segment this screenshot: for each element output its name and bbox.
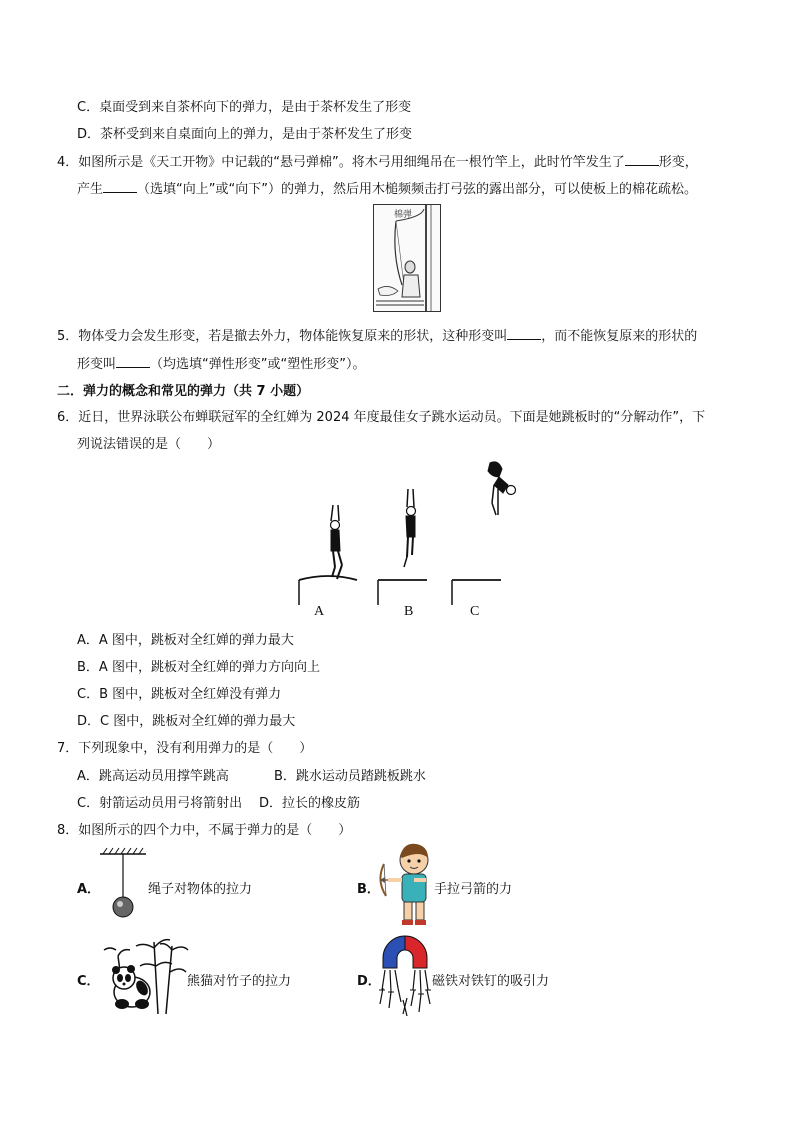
q4-line1 xyxy=(57,151,698,170)
q8-stem: 8．如图所示的四个力中，不属于弹力的是（ ） xyxy=(57,823,352,838)
diving-board-a-icon xyxy=(299,576,357,605)
q4-line2 xyxy=(77,178,697,197)
q7-option-c: C．射箭运动员用弓将箭射出 xyxy=(77,796,243,811)
q4-figure-caption: 棉弹 xyxy=(394,210,413,220)
q8-option-a-letter: A． xyxy=(77,882,101,897)
diver-c-icon xyxy=(488,462,516,515)
q6-option-b: B．A 图中，跳板对全红婵的弹力方向向上 xyxy=(77,660,320,675)
q4-blank-2 xyxy=(103,179,137,193)
fig-label-b: B xyxy=(404,604,414,619)
pendulum-icon xyxy=(98,846,148,921)
q6-option-c: C．B 图中，跳板对全红婵没有弹力 xyxy=(77,687,282,702)
q8-option-b-text: 手拉弓箭的力 xyxy=(434,882,513,897)
boy-archer-icon xyxy=(374,838,434,928)
diving-board-b-icon xyxy=(378,580,427,605)
q7-option-d: D．拉长的橡皮筋 xyxy=(259,796,361,811)
panda-bamboo-icon xyxy=(96,936,188,1016)
q4-cotton-bow-figure xyxy=(373,204,441,312)
q5-text-b: ，而不能恢复原来的形状的 xyxy=(541,329,698,344)
q6-option-a: A．A 图中，跳板对全红婵的弹力最大 xyxy=(77,633,294,648)
q6-option-d: D．C 图中，跳板对全红婵的弹力最大 xyxy=(77,714,296,729)
q4-text-b: 形变， xyxy=(658,155,698,170)
q6-diving-figure xyxy=(0,455,794,625)
diver-a-icon xyxy=(331,505,343,579)
q4-blank-1 xyxy=(625,152,659,166)
q8-option-d-text: 磁铁对铁钉的吸引力 xyxy=(432,974,550,989)
q3-option-d: D．茶杯受到来自桌面向上的弹力，是由于茶杯发生了形变 xyxy=(77,127,413,142)
q5-line1 xyxy=(57,325,697,344)
q6-stem-line2: 列说法错误的是（ ） xyxy=(77,437,221,452)
q8-option-c-letter: C． xyxy=(77,974,100,989)
fig-label-c: C xyxy=(470,604,480,619)
q8-option-a-text: 绳子对物体的拉力 xyxy=(148,882,253,897)
q5-text-d: （均选填“弹性形变”或“塑性形变”）。 xyxy=(150,357,366,372)
section-heading: 二．弹力的概念和常见的弹力（共 7 小题） xyxy=(57,384,310,399)
fig-label-a: A xyxy=(314,604,325,619)
q5-blank-2 xyxy=(116,354,150,368)
q4-text-d: （选填“向上”或“向下”）的弹力，然后用木槌频频击打弓弦的露出部分，可以使板上的棉花疏松。 xyxy=(137,182,697,197)
q4-text-a: 4．如图所示是《天工开物》中记载的“悬弓弹棉”。将木弓用细绳吊在一根竹竿上，此时竹竿发生了 xyxy=(57,155,625,170)
magnet-nails-icon xyxy=(377,932,433,1018)
q7-option-a: A．跳高运动员用撑竿跳高 xyxy=(77,769,229,784)
diver-b-icon xyxy=(404,489,416,567)
q5-text-a: 5．物体受力会发生形变，若是撤去外力，物体能恢复原来的形状，这种形变叫 xyxy=(57,329,508,344)
q8-option-d-letter: D． xyxy=(357,974,381,989)
q5-text-c: 形变叫 xyxy=(77,357,117,372)
q7-option-b: B．跳水运动员踏跳板跳水 xyxy=(274,769,426,784)
diving-board-c-icon xyxy=(452,580,501,605)
q5-blank-1 xyxy=(507,326,541,340)
q6-stem-line1: 6．近日，世界泳联公布蝉联冠军的全红婵为 2024 年度最佳女子跳水运动员。下面是她跳板时的“分解动作”，下 xyxy=(57,410,706,425)
q7-stem: 7．下列现象中，没有利用弹力的是（ ） xyxy=(57,741,313,756)
cotton-bow-scene-icon xyxy=(374,205,440,311)
q8-option-b-letter: B． xyxy=(357,882,380,897)
q3-option-c: C．桌面受到来自茶杯向下的弹力，是由于茶杯发生了形变 xyxy=(77,100,412,115)
q5-line2 xyxy=(77,353,365,372)
q4-text-c: 产生 xyxy=(77,182,104,197)
q8-option-c-text: 熊猫对竹子的拉力 xyxy=(187,974,292,989)
